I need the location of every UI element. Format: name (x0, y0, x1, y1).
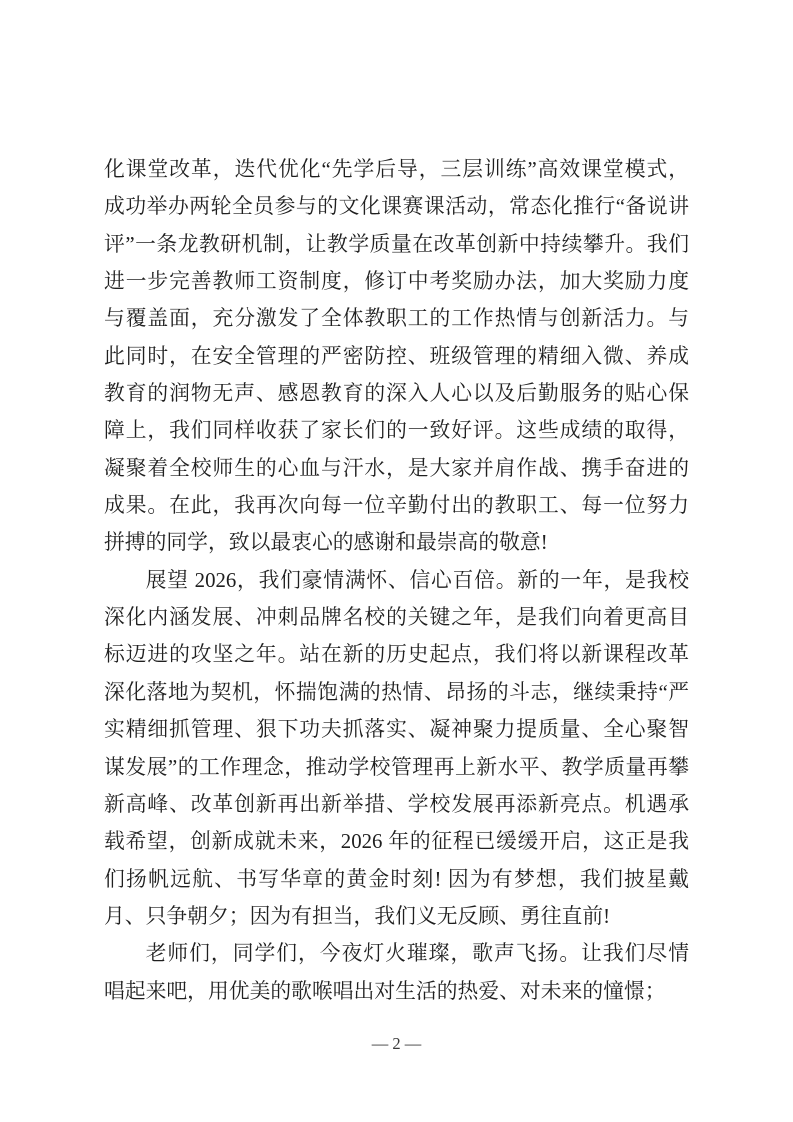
text-block (104, 151, 689, 1010)
paragraph (104, 151, 689, 562)
page-number: — 2 — (371, 1034, 422, 1053)
text-line: 评”一条龙教研机制，让教学质量在改革创新中持续攀升。我们 (104, 232, 689, 256)
paragraph (104, 935, 689, 1010)
text-line: 障上，我们同样收获了家长们的一致好评。这些成绩的取得， (104, 419, 689, 443)
text-line: 凝聚着全校师生的心血与汗水，是大家并肩作战、携手奋进的 (104, 456, 689, 480)
text-line: 老师们，同学们，今夜灯火璀璨，歌声飞扬。让我们尽情 (145, 942, 689, 966)
text-line: 深化内涵发展、冲刺品牌名校的关键之年，是我们向着更高目 (104, 606, 689, 630)
text-line: 教育的润物无声、感恩教育的深入人心以及后勤服务的贴心保 (104, 382, 689, 406)
text-line: 唱起来吧，用优美的歌喉唱出对生活的热爱、对未来的憧憬； (104, 979, 666, 1003)
text-line: 展望 2026，我们豪情满怀、信心百倍。新的一年，是我校 (145, 568, 689, 592)
text-line: 与覆盖面，充分激发了全体教职工的工作热情与创新活力。与 (104, 307, 689, 331)
text-line: 进一步完善教师工资制度，修订中考奖励办法，加大奖励力度 (104, 270, 689, 294)
text-line: 载希望，创新成就未来，2026 年的征程已缓缓开启，这正是我 (104, 830, 689, 854)
text-line: 拼搏的同学，致以最衷心的感谢和最崇高的敬意! (104, 531, 548, 555)
text-line: 深化落地为契机，怀揣饱满的热情、昂扬的斗志，继续秉持“严 (104, 680, 689, 704)
paragraph (104, 562, 689, 935)
text-line: 此同时，在安全管理的严密防控、班级管理的精细入微、养成 (104, 344, 689, 368)
text-line: 实精细抓管理、狠下功夫抓落实、凝神聚力提质量、全心聚智 (104, 718, 689, 742)
text-line: 月、只争朝夕；因为有担当，我们义无反顾、勇往直前! (104, 904, 611, 928)
text-line: 们扬帆远航、书写华章的黄金时刻! 因为有梦想，我们披星戴 (104, 867, 689, 891)
text-line: 标迈进的攻坚之年。站在新的历史起点，我们将以新课程改革 (104, 643, 689, 667)
text-line: 谋发展”的工作理念，推动学校管理再上新水平、教学质量再攀 (104, 755, 689, 779)
text-line: 新高峰、改革创新再出新举措、学校发展再添新亮点。机遇承 (104, 792, 689, 816)
text-line: 化课堂改革，迭代优化“先学后导，三层训练”高效课堂模式， (104, 158, 689, 181)
text-line: 成果。在此，我再次向每一位辛勤付出的教职工、每一位努力 (104, 494, 689, 518)
text-line: 成功举办两轮全员参与的文化课赛课活动，常态化推行“备说讲 (104, 195, 689, 219)
